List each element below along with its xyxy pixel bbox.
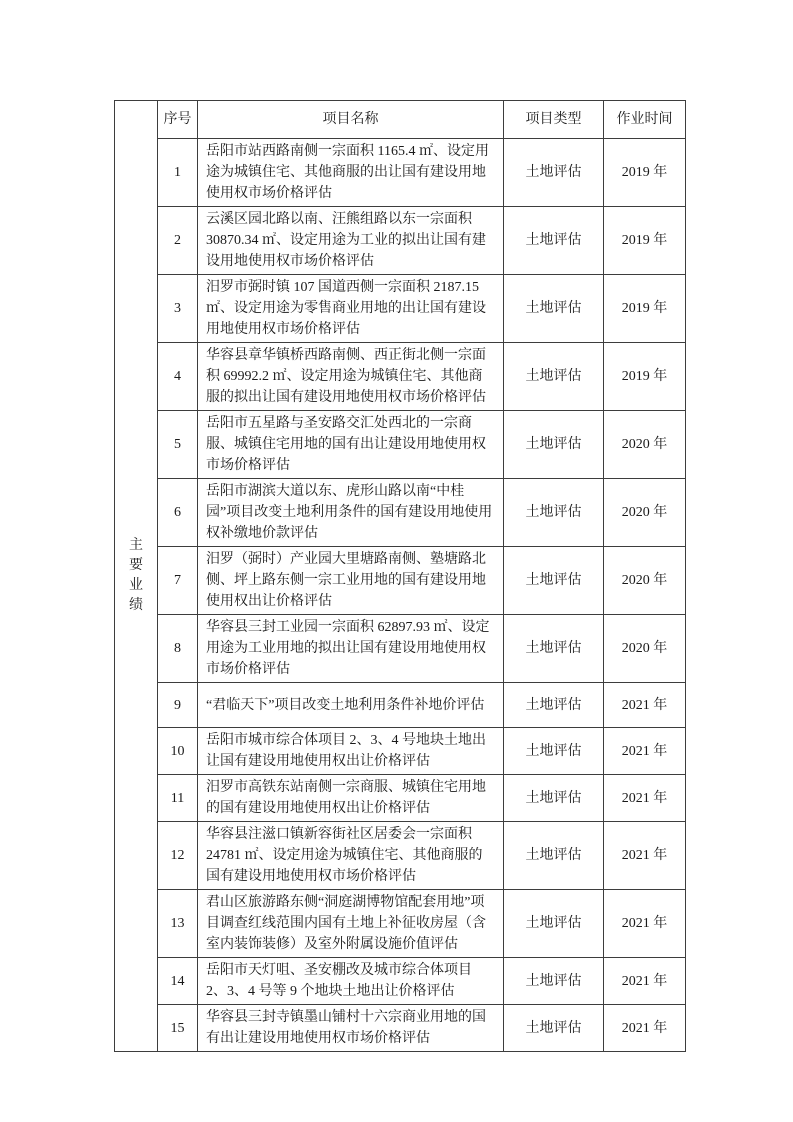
work-time: 2020 年 [604,411,686,479]
project-type: 土地评估 [504,343,604,411]
row-number: 4 [158,343,198,411]
work-time: 2021 年 [604,958,686,1005]
table-row [115,615,686,683]
row-number: 12 [158,822,198,890]
work-time: 2019 年 [604,343,686,411]
project-type: 土地评估 [504,683,604,728]
table-row [115,683,686,728]
work-time: 2019 年 [604,139,686,207]
section-label [115,539,157,613]
section-label-char: 业 [129,578,143,593]
work-time: 2020 年 [604,547,686,615]
row-number: 11 [158,775,198,822]
project-type: 土地评估 [504,411,604,479]
table-row [115,547,686,615]
project-name: 君山区旅游路东侧“洞庭湖博物馆配套用地”项目调查红线范围内国有土地上补征收房屋（含室内装饰装修）及室外附属设施价值评估 [198,890,504,958]
project-name: 汨罗市高铁东站南侧一宗商服、城镇住宅用地的国有建设用地使用权出让价格评估 [198,775,504,822]
row-number: 13 [158,890,198,958]
project-name: 岳阳市湖滨大道以东、虎形山路以南“中桂园”项目改变土地利用条件的国有建设用地使用权补缴地价款评估 [198,479,504,547]
project-type: 土地评估 [504,775,604,822]
column-header-type: 项目类型 [504,101,604,139]
project-name: 华容县三封寺镇墨山铺村十六宗商业用地的国有出让建设用地使用权市场价格评估 [198,1005,504,1052]
row-number: 15 [158,1005,198,1052]
project-name: 华容县三封工业园一宗面积 62897.93 ㎡、设定用途为工业用地的拟出让国有建设用地使用权市场价格评估 [198,615,504,683]
table-row [115,822,686,890]
project-name: 汨罗（弼时）产业园大里塘路南侧、塾塘路北侧、坪上路东侧一宗工业用地的国有建设用地使用权出让价格评估 [198,547,504,615]
work-time: 2019 年 [604,207,686,275]
work-time: 2021 年 [604,822,686,890]
table-row [115,139,686,207]
section-label-char: 主 [129,538,143,553]
table-row [115,1005,686,1052]
work-time: 2021 年 [604,728,686,775]
project-type: 土地评估 [504,728,604,775]
table-header-row [115,101,686,139]
project-name: 华容县章华镇桥西路南侧、西正街北侧一宗面积 69992.2 ㎡、设定用途为城镇住宅、其他商服的拟出让国有建设用地使用权市场价格评估 [198,343,504,411]
project-name: 云溪区园北路以南、汪熊组路以东一宗面积 30870.34 ㎡、设定用途为工业的拟出让国有建设用地使用权市场价格评估 [198,207,504,275]
project-type: 土地评估 [504,615,604,683]
section-label-char: 要 [129,558,143,573]
row-number: 3 [158,275,198,343]
project-name: 华容县注滋口镇新容街社区居委会一宗面积 24781 ㎡、设定用途为城镇住宅、其他商服的国有建设用地使用权市场价格评估 [198,822,504,890]
project-type: 土地评估 [504,139,604,207]
section-label-cell [115,101,158,1052]
project-name: 岳阳市城市综合体项目 2、3、4 号地块土地出让国有建设用地使用权出让价格评估 [198,728,504,775]
project-name: 汨罗市弼时镇 107 国道西侧一宗面积 2187.15 ㎡、设定用途为零售商业用地的出让国有建设用地使用权市场价格评估 [198,275,504,343]
project-type: 土地评估 [504,275,604,343]
project-name: 岳阳市站西路南侧一宗面积 1165.4 ㎡、设定用途为城镇住宅、其他商服的出让国有建设用地使用权市场价格评估 [198,139,504,207]
project-name: 岳阳市天灯咀、圣安棚改及城市综合体项目 2、3、4 号等 9 个地块土地出让价格评估 [198,958,504,1005]
work-time: 2020 年 [604,479,686,547]
column-header-name: 项目名称 [198,101,504,139]
section-label-char: 绩 [129,598,143,613]
work-time: 2019 年 [604,275,686,343]
project-type: 土地评估 [504,822,604,890]
table-row [115,890,686,958]
row-number: 14 [158,958,198,1005]
project-type: 土地评估 [504,1005,604,1052]
table-row [115,775,686,822]
work-time: 2020 年 [604,615,686,683]
project-type: 土地评估 [504,958,604,1005]
column-header-no: 序号 [158,101,198,139]
project-type: 土地评估 [504,890,604,958]
project-type: 土地评估 [504,547,604,615]
row-number: 1 [158,139,198,207]
row-number: 2 [158,207,198,275]
row-number: 8 [158,615,198,683]
project-name: 岳阳市五星路与圣安路交汇处西北的一宗商服、城镇住宅用地的国有出让建设用地使用权市场价格评估 [198,411,504,479]
table-row [115,411,686,479]
row-number: 9 [158,683,198,728]
work-time: 2021 年 [604,1005,686,1052]
table-row [115,958,686,1005]
row-number: 10 [158,728,198,775]
row-number: 5 [158,411,198,479]
work-time: 2021 年 [604,890,686,958]
work-time: 2021 年 [604,683,686,728]
table-row [115,275,686,343]
row-number: 7 [158,547,198,615]
work-time: 2021 年 [604,775,686,822]
project-name: “君临天下”项目改变土地利用条件补地价评估 [198,683,504,728]
row-number: 6 [158,479,198,547]
table-row [115,207,686,275]
performance-table [114,100,686,1052]
table-row [115,728,686,775]
table-row [115,343,686,411]
project-type: 土地评估 [504,207,604,275]
project-type: 土地评估 [504,479,604,547]
column-header-time: 作业时间 [604,101,686,139]
table-row [115,479,686,547]
